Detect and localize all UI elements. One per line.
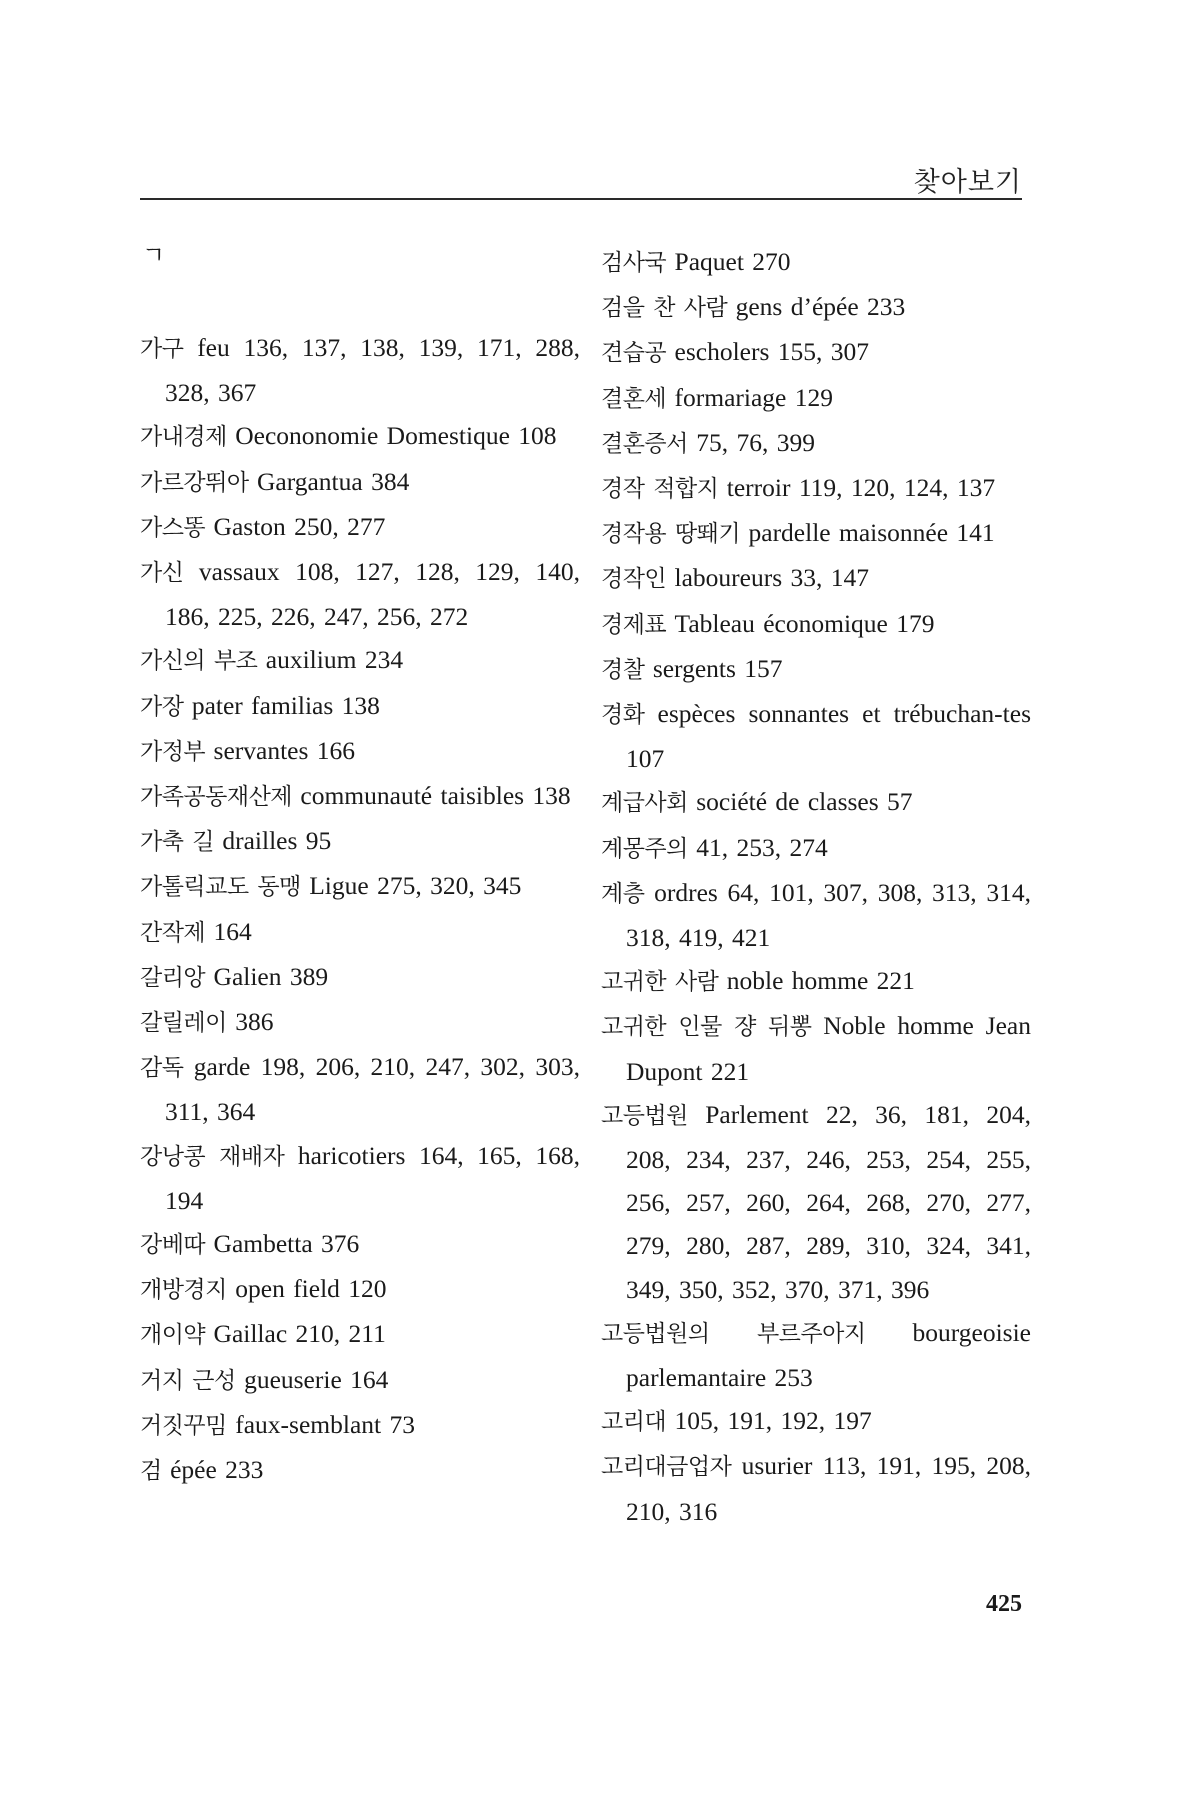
index-entry — [601, 376, 1031, 421]
index-entry — [601, 1444, 1031, 1532]
index-entry — [140, 864, 580, 909]
index-entry — [601, 556, 1031, 601]
index-entry — [140, 1448, 580, 1493]
entry-term: 검사국 — [601, 250, 667, 276]
entry-refs: feu 136, 137, 138, 139, 171, 288, 328, 367 — [165, 333, 580, 408]
entry-term: 계몽주의 — [601, 835, 688, 862]
header-rule — [140, 198, 1022, 200]
index-column-right — [601, 240, 1031, 1533]
entry-refs: épée 233 — [161, 1455, 264, 1485]
index-entry — [140, 460, 580, 505]
entry-term: 가축 길 — [140, 829, 214, 856]
entry-term: 가내경제 — [140, 424, 227, 451]
entry-term: 가신의 부조 — [140, 648, 258, 675]
entry-refs: Gaston 250, 277 — [205, 511, 386, 541]
page-number: 425 — [986, 1591, 1022, 1617]
entry-term: 고리대금업자 — [601, 1454, 732, 1481]
entry-refs: drailles 95 — [213, 826, 332, 856]
index-entry — [601, 780, 1031, 825]
entry-refs: 386 — [226, 1007, 274, 1037]
entry-refs: vassaux 108, 127, 128, 129, 140, 186, 225, 226, 247, 256, 272 — [165, 557, 580, 632]
index-entry — [140, 819, 580, 864]
index-entry — [140, 910, 580, 955]
index-entry — [140, 1267, 580, 1312]
entry-refs: Parlement 22, 36, 181, 204, 208, 234, 237, 246, 253, 254, 255, 256, 257, 260, 264, 268, 270, 277, 279, 280, 287, 289, 310, 324, 341, 349, 350, 352, 370, 371, 396 — [626, 1099, 1031, 1304]
index-entry — [601, 421, 1031, 466]
entry-refs: ordres 64, 101, 307, 308, 313, 314, 318, 419, 421 — [626, 877, 1031, 953]
entry-refs: escholers 155, 307 — [666, 337, 870, 367]
entry-refs: formariage 129 — [666, 382, 834, 412]
entry-term: 강베따 — [140, 1232, 206, 1259]
index-entry — [140, 729, 580, 774]
entry-term: 경작 적합지 — [601, 476, 719, 503]
index-entry — [140, 1222, 580, 1267]
index-entry — [601, 511, 1031, 556]
entry-term: 고등법원 — [601, 1102, 688, 1129]
entry-term: 갈리앙 — [140, 964, 206, 991]
index-entry — [140, 505, 580, 550]
entry-refs: Noble homme Jean Dupont 221 — [626, 1011, 1031, 1086]
entry-term: 간작제 — [140, 919, 206, 946]
entry-term: 가구 — [140, 336, 184, 362]
entry-refs: 164 — [205, 916, 252, 946]
entry-refs: 41, 253, 274 — [687, 832, 828, 862]
index-entry — [140, 1000, 580, 1045]
index-entry — [140, 684, 580, 729]
entry-term: 강낭콩 재배자 — [140, 1143, 285, 1170]
entry-term: 가스똥 — [140, 514, 206, 541]
entry-refs: sergents 157 — [644, 653, 783, 683]
index-entry — [601, 1004, 1031, 1092]
entry-term: 검을 찬 사람 — [601, 295, 728, 322]
entry-refs: Tableau économique 179 — [666, 608, 935, 638]
index-entry — [601, 602, 1031, 647]
entry-refs: 105, 191, 192, 197 — [666, 1406, 872, 1436]
section-letter: ㄱ — [142, 241, 166, 269]
index-entry — [601, 466, 1031, 511]
entry-term: 경작인 — [601, 566, 667, 593]
entry-refs: haricotiers 164, 165, 168, 194 — [165, 1140, 580, 1215]
entry-term: 경찰 — [601, 656, 645, 683]
index-entry — [601, 959, 1031, 1004]
entry-refs: noble homme 221 — [718, 966, 915, 996]
entry-term: 검 — [140, 1458, 162, 1485]
entry-refs: servantes 166 — [205, 735, 356, 765]
entry-term: 가신 — [140, 560, 184, 587]
entry-refs: Gaillac 210, 211 — [205, 1319, 386, 1349]
entry-term: 고리대 — [601, 1409, 667, 1436]
entry-refs: faux-semblant 73 — [226, 1409, 415, 1439]
index-entry — [601, 285, 1031, 330]
index-entry — [140, 1358, 580, 1403]
entry-term: 경화 — [601, 702, 645, 729]
entry-refs: société de classes 57 — [687, 787, 913, 817]
index-entry — [140, 774, 580, 819]
entry-refs: pardelle maisonnée 141 — [740, 518, 995, 548]
entry-term: 계급사회 — [601, 790, 688, 817]
entry-term: 경제표 — [601, 611, 667, 638]
entry-refs: Gambetta 376 — [205, 1229, 360, 1259]
entry-refs: Ligue 275, 320, 345 — [300, 871, 522, 901]
index-entry — [601, 1311, 1031, 1399]
entry-refs: espèces sonnantes et trébuchan-tes 107 — [626, 699, 1031, 774]
index-entry — [140, 550, 580, 638]
entry-term: 가정부 — [140, 738, 206, 765]
entry-term: 거지 근성 — [140, 1367, 236, 1394]
index-entry — [140, 1134, 580, 1222]
entry-refs: 75, 76, 399 — [687, 427, 815, 457]
index-entry — [601, 692, 1031, 780]
entry-term: 갈릴레이 — [140, 1010, 227, 1037]
entry-refs: auxilium 234 — [257, 645, 404, 675]
entry-refs: gueuserie 164 — [235, 1364, 389, 1394]
entry-term: 결혼세 — [601, 385, 667, 412]
entry-term: 견습공 — [601, 340, 667, 367]
index-entry — [601, 647, 1031, 692]
entry-term: 개방경지 — [140, 1277, 227, 1304]
entry-refs: Galien 389 — [205, 961, 329, 991]
entry-refs: Paquet 270 — [666, 247, 791, 276]
entry-term: 가장 — [140, 693, 184, 720]
entry-term: 가톨릭교도 동맹 — [140, 874, 301, 901]
entry-term: 고귀한 사람 — [601, 969, 719, 996]
index-entry — [601, 240, 1031, 285]
index-entry — [140, 1045, 580, 1133]
entry-refs: bourgeoisie parlemantaire 253 — [626, 1317, 1031, 1393]
entry-term: 계층 — [601, 880, 645, 907]
entry-term: 거짓꾸밈 — [140, 1412, 227, 1439]
entry-refs: pater familias 138 — [183, 690, 380, 720]
entry-term: 가르강뛰아 — [140, 469, 249, 496]
entry-term: 결혼증서 — [601, 430, 688, 457]
index-entry — [140, 326, 580, 414]
index-entry — [601, 1093, 1031, 1311]
index-entry — [601, 1399, 1031, 1444]
index-entry — [601, 330, 1031, 375]
entry-refs: terroir 119, 120, 124, 137 — [718, 473, 996, 503]
entry-refs: open field 120 — [226, 1274, 387, 1304]
index-entry — [140, 638, 580, 683]
entry-term: 감독 — [140, 1055, 184, 1082]
running-head: 찾아보기 — [913, 167, 1022, 198]
entry-refs: Gargantua 384 — [248, 466, 410, 496]
entry-refs: laboureurs 33, 147 — [666, 563, 870, 593]
entry-refs: usurier 113, 191, 195, 208, 210, 316 — [626, 1451, 1031, 1526]
index-entry — [140, 1312, 580, 1357]
entry-term: 가족공동재산제 — [140, 784, 293, 811]
index-column-left — [140, 240, 580, 1493]
entry-term: 경작용 땅뙈기 — [601, 521, 741, 548]
index-entry — [140, 1403, 580, 1448]
entry-term: 고귀한 인물 쟝 뒤뽕 — [601, 1014, 812, 1041]
entry-refs: garde 198, 206, 210, 247, 302, 303, 311, 364 — [165, 1052, 580, 1127]
index-entry — [601, 826, 1031, 871]
index-entry — [601, 871, 1031, 959]
entry-refs: communauté taisibles 138 — [292, 781, 571, 811]
index-entry — [140, 414, 580, 459]
entry-refs: Oecononomie Domestique 108 — [226, 421, 557, 451]
index-entry — [140, 955, 580, 1000]
entry-term: 고등법원의 부르주아지 — [601, 1320, 866, 1347]
entry-term: 개이약 — [140, 1322, 206, 1349]
entry-refs: gens d’épée 233 — [727, 292, 906, 322]
